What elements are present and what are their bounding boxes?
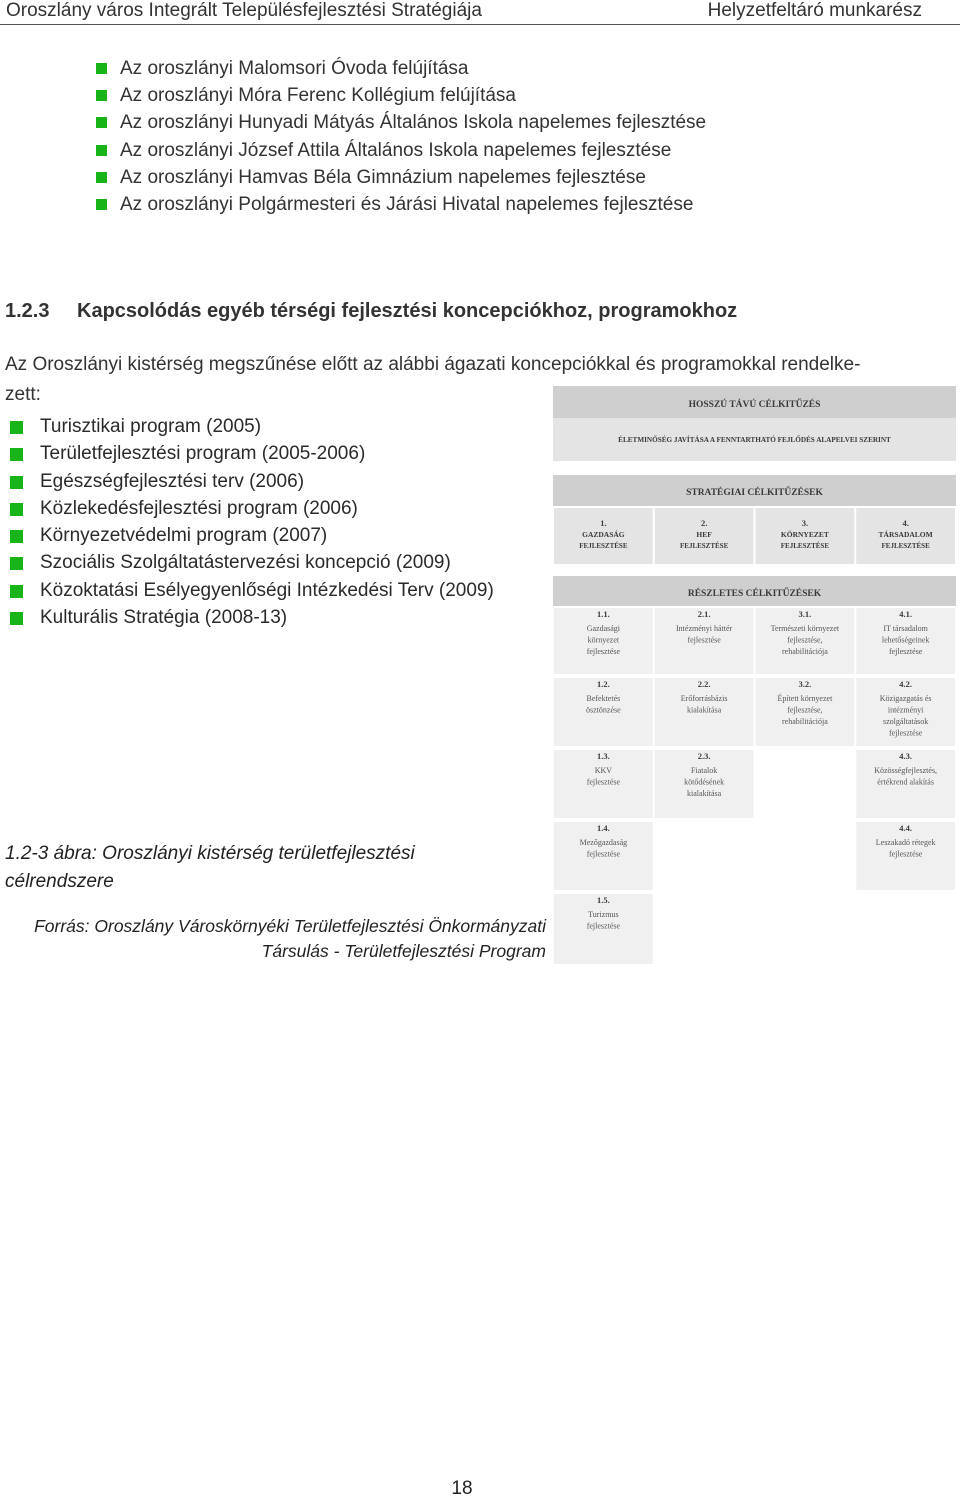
strategic-goal-label: FEJLESZTÉSE bbox=[680, 542, 729, 550]
detailed-goal-label: Közigazgatás és bbox=[879, 694, 932, 703]
detailed-goal-label: fejlesztése bbox=[687, 635, 721, 645]
goal-system-diagram-svg bbox=[553, 386, 956, 966]
detailed-goal-number: 1.3. bbox=[597, 751, 610, 761]
strategic-goal-number: 3. bbox=[801, 518, 809, 528]
section-number: 1.2.3 bbox=[5, 300, 50, 322]
square-bullet-icon bbox=[10, 530, 23, 543]
detailed-goal-label: környezet bbox=[587, 635, 620, 645]
list-item: Egészségfejlesztési terv (2006) bbox=[10, 471, 494, 498]
list-item: Területfejlesztési program (2005-2006) bbox=[10, 443, 494, 470]
detailed-goal-label: IT társadalom bbox=[883, 624, 928, 633]
detailed-goal-label: Közösségfejlesztés, bbox=[874, 766, 938, 775]
concept-list bbox=[10, 416, 494, 634]
intro-line: Az Oroszlányi kistérség megszűnése előtt az alábbi ágazati koncepciókkal és programokkal rendelke- bbox=[5, 354, 861, 375]
strategic-title: STRATÉGIAI CÉLKITŰZÉSEK bbox=[686, 488, 823, 498]
list-item: Környezetvédelmi program (2007) bbox=[10, 525, 494, 552]
square-bullet-icon bbox=[10, 503, 23, 516]
section-title: Kapcsolódás egyéb térségi fejlesztési koncepciókhoz, programokhoz bbox=[77, 300, 738, 322]
strategic-goal-label: KÖRNYEZET bbox=[780, 530, 829, 539]
detailed-goal-number: 1.1. bbox=[597, 609, 610, 619]
strategic-goal-number: 4. bbox=[902, 518, 909, 528]
detailed-goal-label: lehetőségeinek bbox=[881, 635, 930, 645]
detailed-goal-number: 4.3. bbox=[899, 751, 912, 761]
detailed-goal-label: ösztönzése bbox=[586, 705, 621, 715]
detailed-goal-label: rehabilitációja bbox=[781, 647, 828, 656]
strategic-goal-number: 1. bbox=[600, 518, 607, 528]
square-bullet-icon bbox=[96, 199, 107, 210]
detailed-goal-label: fejlesztése bbox=[586, 647, 621, 656]
list-item: Az oroszlányi Hamvas Béla Gimnázium napelemes fejlesztése bbox=[96, 167, 706, 194]
detailed-goal-label: fejlesztése, bbox=[787, 635, 823, 645]
detailed-goal-number: 1.2. bbox=[597, 679, 610, 689]
detailed-goal-label: Befektetés bbox=[586, 694, 621, 703]
square-bullet-icon bbox=[96, 63, 107, 74]
detailed-goal-label: értékrend alakítás bbox=[877, 777, 934, 787]
square-bullet-icon bbox=[10, 476, 23, 489]
list-item: Az oroszlányi Malomsori Óvoda felújítása bbox=[96, 58, 706, 85]
strategic-goal-label: FEJLESZTÉSE bbox=[780, 542, 829, 550]
goal-system-diagram bbox=[553, 386, 956, 966]
long-term-goal: ÉLETMINŐSÉG JAVÍTÁSA A FENNTARTHATÓ FEJLŐDÉS ALAPELVEI SZERINT bbox=[618, 436, 891, 444]
detailed-goal-label: Természeti környezet bbox=[770, 624, 840, 633]
square-bullet-icon bbox=[96, 172, 107, 183]
strategic-goal-label: TÁRSADALOM bbox=[878, 530, 933, 539]
square-bullet-icon bbox=[96, 145, 107, 156]
detailed-goal-label: fejlesztése, bbox=[787, 705, 823, 715]
list-item: Az oroszlányi Móra Ferenc Kollégium felújítása bbox=[96, 85, 706, 112]
intro-line: zett: bbox=[5, 384, 41, 405]
detailed-goal-label: Épített környezet bbox=[777, 694, 833, 703]
square-bullet-icon bbox=[96, 117, 107, 128]
list-item: Közlekedésfejlesztési program (2006) bbox=[10, 498, 494, 525]
strategic-goal-label: GAZDASÁG bbox=[582, 530, 625, 539]
detailed-goal-number: 2.1. bbox=[697, 609, 711, 619]
figure-source: Forrás: Oroszlány Városkörnyéki Területfejlesztési Önkormányzati Társulás - Területfejlesztési Program bbox=[34, 916, 546, 961]
detailed-goal-label: kialakítása bbox=[687, 789, 722, 798]
detailed-goal-number: 3.1. bbox=[798, 609, 812, 619]
detailed-goal-label: fejlesztése bbox=[888, 728, 923, 738]
detailed-goal-label: fejlesztése bbox=[888, 647, 923, 656]
square-bullet-icon bbox=[10, 421, 23, 434]
detailed-goal-number: 2.3. bbox=[697, 751, 711, 761]
project-list bbox=[96, 58, 706, 221]
detailed-goal-label: KKV bbox=[594, 766, 613, 775]
document-title: Oroszlány város Integrált Településfejlesztési Stratégiája bbox=[6, 0, 482, 21]
detailed-title: RÉSZLETES CÉLKITŰZÉSEK bbox=[687, 589, 822, 599]
strategic-goal-label: FEJLESZTÉSE bbox=[881, 542, 930, 550]
detailed-goal-label: kötődésének bbox=[684, 777, 725, 787]
list-item: Közoktatási Esélyegyenlőségi Intézkedési Terv (2009) bbox=[10, 580, 494, 607]
square-bullet-icon bbox=[10, 557, 23, 570]
square-bullet-icon bbox=[10, 612, 23, 625]
detailed-goal-label: Gazdasági bbox=[586, 624, 621, 633]
list-item: Szociális Szolgáltatástervezési koncepció (2009) bbox=[10, 552, 494, 579]
long-term-title: HOSSZÚ TÁVÚ CÉLKITŰZÉS bbox=[688, 400, 821, 410]
detailed-goal-label: kialakítása bbox=[687, 705, 722, 715]
list-item: Turisztikai program (2005) bbox=[10, 416, 494, 443]
detailed-goal-label: fejlesztése bbox=[888, 849, 923, 859]
list-item: Kulturális Stratégia (2008-13) bbox=[10, 607, 494, 634]
detailed-goal-label: intézményi bbox=[887, 705, 924, 715]
strategic-goal-label: HEF bbox=[696, 530, 712, 539]
detailed-goal-number: 3.2. bbox=[798, 679, 812, 689]
list-item: Az oroszlányi József Attila Általános Iskola napelemes fejlesztése bbox=[96, 140, 706, 167]
list-item: Az oroszlányi Polgármesteri és Járási Hivatal napelemes fejlesztése bbox=[96, 194, 706, 221]
detailed-goal-number: 2.2. bbox=[697, 679, 711, 689]
square-bullet-icon bbox=[10, 585, 23, 598]
detailed-goal-label: Erőforrásbázis bbox=[680, 694, 728, 703]
detailed-goal-label: fejlesztése bbox=[586, 849, 621, 859]
detailed-goal-label: Turizmus bbox=[588, 910, 619, 919]
detailed-goal-label: rehabilitációja bbox=[781, 717, 828, 726]
detailed-goal-label: Mezőgazdaság bbox=[579, 838, 628, 847]
strategic-goal-number: 2. bbox=[700, 518, 708, 528]
strategic-goal-label: FEJLESZTÉSE bbox=[579, 542, 628, 550]
detailed-goal-label: Fiatalok bbox=[691, 766, 718, 775]
detailed-goal-number: 1.5. bbox=[597, 895, 610, 905]
detailed-goal-label: Intézményi háttér bbox=[676, 624, 733, 633]
detailed-goal-number: 4.1. bbox=[899, 609, 912, 619]
page-number: 18 bbox=[451, 1478, 473, 1499]
detailed-goal-label: fejlesztése bbox=[586, 921, 621, 931]
figure-caption: 1.2-3 ábra: Oroszlányi kistérség területfejlesztési célrendszere bbox=[5, 843, 415, 892]
document-part-title: Helyzetfeltáró munkarész bbox=[707, 0, 922, 21]
detailed-goal-label: Leszakadó rétegek bbox=[875, 838, 936, 847]
square-bullet-icon bbox=[96, 90, 107, 101]
detailed-goal-number: 4.4. bbox=[899, 823, 912, 833]
detailed-goal-label: szolgáltatások bbox=[882, 717, 929, 726]
detailed-goal-number: 1.4. bbox=[597, 823, 610, 833]
detailed-goal-number: 4.2. bbox=[899, 679, 912, 689]
detailed-goal-label: fejlesztése bbox=[586, 777, 621, 787]
square-bullet-icon bbox=[10, 448, 23, 461]
list-item: Az oroszlányi Hunyadi Mátyás Általános Iskola napelemes fejlesztése bbox=[96, 112, 706, 139]
